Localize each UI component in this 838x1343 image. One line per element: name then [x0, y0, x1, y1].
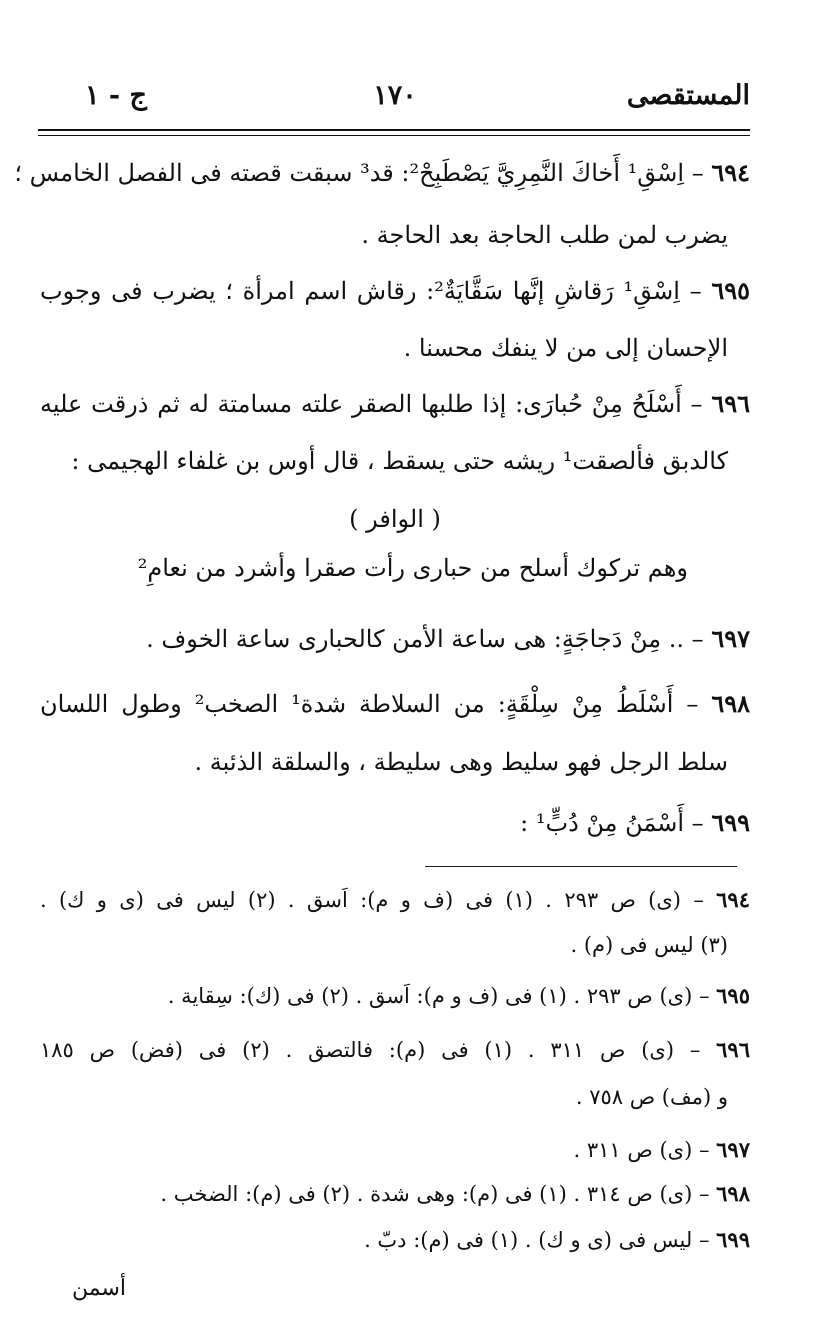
- book-title: المستقصى: [626, 80, 750, 111]
- entry-number: ٦٩٦: [711, 389, 750, 418]
- verse-line: وهم تركوك أسلح من حبارى رأت صقرا وأشرد من نعامِ²: [137, 554, 688, 582]
- entry-text: – .. مِنْ دَجاجَةٍ: هى ساعة الأمن كالحبارى ساعة الخوف .: [146, 625, 704, 653]
- entry-text: – أَسْلَطُ مِنْ سِلْقَةٍ: من السلاطة شدة¹ الصخب² وطول اللسان: [40, 690, 699, 718]
- entry-number: ٦٩٩: [711, 808, 750, 837]
- footnote-text: – (ى) ص ٢٩٣ . (١) فى (ف و م): اَسق . (٢) فى (ك): سِقاية .: [167, 984, 710, 1008]
- entry-number: ٦٩٧: [711, 624, 750, 653]
- footnote-number: ٦٩٧: [716, 1137, 750, 1162]
- entry-698-line-2: سلط الرجل فهو سليط وهى سليطة ، والسلقة الذئبة .: [194, 748, 728, 776]
- entry-text: – أَسْلَحُ مِنْ حُبارَى: إذا طلبها الصقر علته مسامتة له ثم ذرقت عليه: [40, 390, 703, 418]
- entry-695-line-1: [40, 276, 750, 305]
- entry-text: – اِسْقِ¹ أَخاكَ النَّمِرِيَّ يَصْطَبِحْ²: قد³ سبقت قصته فى الفصل الخامس ؛: [14, 159, 704, 187]
- entry-699-line-1: [520, 808, 750, 837]
- footnote-text: – (ى) ص ٣١١ .: [573, 1138, 710, 1162]
- verse-meter: ( الوافر ): [349, 505, 441, 533]
- footnote-number: ٦٩٥: [716, 983, 750, 1008]
- footnote-number: ٦٩٨: [716, 1181, 750, 1206]
- footnote-number: ٦٩٦: [716, 1037, 750, 1062]
- entry-696-line-1: [40, 389, 750, 418]
- entry-694-line-1: [14, 158, 750, 187]
- entry-text: – اِسْقِ¹ رَقاشِ إنَّها سَقَّايَةٌ²: رقاش اسم امرأة ؛ يضرب فى وجوب: [40, 277, 702, 305]
- footnote-695-line-1: [168, 983, 750, 1008]
- footnote-697-line-1: [574, 1137, 750, 1162]
- entry-number: ٦٩٨: [711, 689, 751, 718]
- entry-696-line-2: كالدبق فألصقت¹ ريشه حتى يسقط ، قال أوس بن غلفاء الهجيمى :: [71, 447, 728, 475]
- footnote-694-line-1: [40, 887, 750, 912]
- entry-694-line-2: يضرب لمن طلب الحاجة بعد الحاجة .: [361, 221, 728, 249]
- entry-number: ٦٩٤: [711, 158, 750, 187]
- footnote-text: – (ى) ص ٢٩٣ . (١) فى (ف و م): اَسق . (٢) ليس فى (ى و ك) .: [40, 888, 704, 912]
- header-rule-thick: [38, 129, 750, 131]
- footnote-698-line-1: [160, 1181, 750, 1206]
- footnote-694-line-2: (٣) ليس فى (م) .: [570, 933, 728, 957]
- footnote-number: ٦٩٤: [716, 887, 750, 912]
- running-header: [40, 80, 750, 120]
- footnote-text: – ليس فى (ى و ك) . (١) فى (م): دبّ .: [364, 1228, 710, 1252]
- entry-695-line-2: الإحسان إلى من لا ينفك محسنا .: [403, 334, 728, 362]
- catchword: أسمن: [72, 1276, 127, 1301]
- footnote-text: – (ى) ص ٣١٤ . (١) فى (م): وهى شدة . (٢) فى (م): الضخب .: [160, 1182, 710, 1206]
- footnote-696-line-2: و (مف) ص ٧٥٨ .: [575, 1085, 728, 1109]
- footnote-number: ٦٩٩: [716, 1227, 750, 1252]
- entry-697-line-1: [146, 624, 750, 653]
- entry-number: ٦٩٥: [711, 276, 750, 305]
- footnote-separator: [425, 866, 737, 867]
- header-rule-thin: [38, 135, 750, 136]
- footnote-699-line-1: [364, 1227, 750, 1252]
- entry-698-line-1: [40, 689, 750, 718]
- footnote-text: – (ى) ص ٣١١ . (١) فى (م): فالتصق . (٢) فى (فض) ص ١٨٥: [40, 1038, 701, 1062]
- volume-label: ج - ١: [85, 80, 147, 111]
- entry-text: – أَسْمَنُ مِنْ دُبٍّ¹ :: [520, 809, 704, 837]
- page-number: ١٧٠: [373, 80, 417, 111]
- footnote-696-line-1: [40, 1037, 750, 1062]
